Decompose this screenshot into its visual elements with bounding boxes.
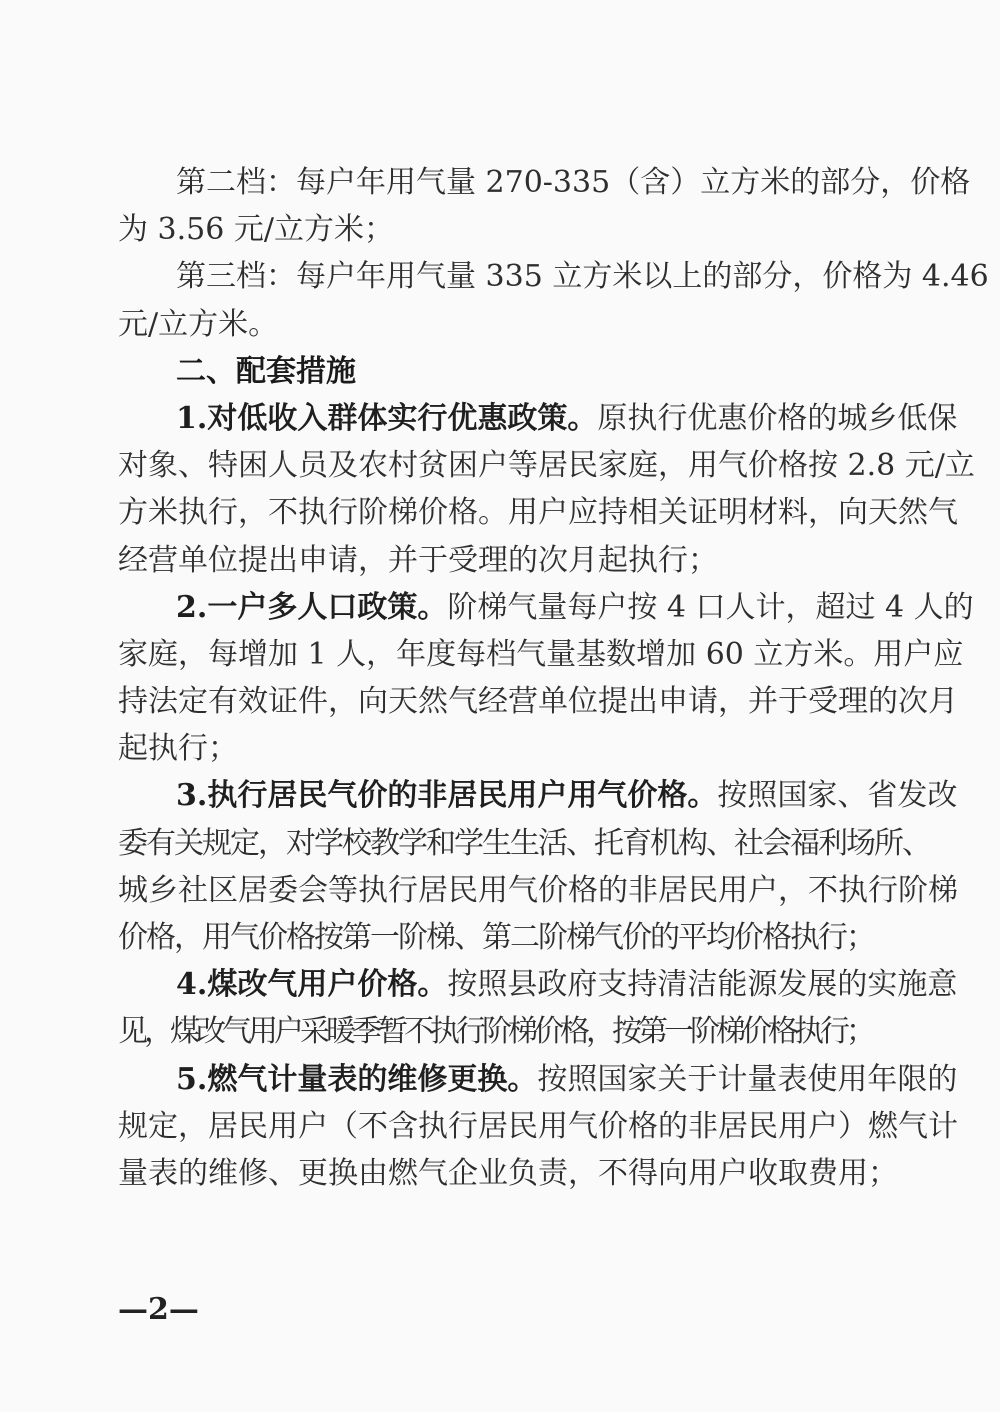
item2-line xyxy=(118,584,974,631)
section-heading: 二、配套措施 xyxy=(176,353,356,389)
item1-text: 原执行优惠价格的城乡低保 xyxy=(597,400,958,436)
document-body xyxy=(118,159,989,1197)
item3-line: 价格，用气价格按第一阶梯、第二阶梯气价的平均价格执行； xyxy=(118,920,874,955)
item4-text: 按照县政府支持清洁能源发展的实施意 xyxy=(447,967,958,1003)
item3-line: 委有关规定，对学校教学和学生生活、托育机构、社会福利场所、 xyxy=(118,825,930,861)
item3-title: 3.执行居民气价的非居民用户用气价格。 xyxy=(176,778,718,814)
page-number: —2— xyxy=(118,1292,199,1327)
item2-line: 家庭，每增加 1 人，年度每档气量基数增加 60 立方米。用户应 xyxy=(118,636,964,672)
item3-line: 城乡社区居委会等执行居民用气价格的非居民用户，不执行阶梯 xyxy=(118,872,958,908)
item4-line: 见，煤改气用户采暖季暂不执行阶梯价格，按第一阶梯价格执行； xyxy=(118,1014,872,1050)
item5-text: 按照国家关于计量表使用年限的 xyxy=(537,1061,958,1097)
item4-line xyxy=(118,961,958,1008)
item1-line: 经营单位提出申请，并于受理的次月起执行； xyxy=(118,542,718,578)
item1-line xyxy=(118,395,958,442)
tier2-line: 第二档：每户年用气量 270-335（含）立方米的部分，价格 xyxy=(176,165,971,200)
item2-line: 持法定有效证件，向天然气经营单位提出申请，并于受理的次月 xyxy=(118,684,958,720)
tier2-line: 为 3.56 元/立方米； xyxy=(118,212,394,248)
item1-line: 方米执行，不执行阶梯价格。用户应持相关证明材料，向天然气 xyxy=(118,495,958,531)
item1-line: 对象、特困人员及农村贫困户等居民家庭，用气价格按 2.8 元/立 xyxy=(118,448,975,484)
tier3-line: 元/立方米。 xyxy=(118,306,279,342)
tier3-line: 第三档：每户年用气量 335 立方米以上的部分，价格为 4.46 xyxy=(176,259,989,295)
item5-line: 规定，居民用户（不含执行居民用气价格的非居民用户）燃气计 xyxy=(118,1108,958,1144)
item1-title: 1.对低收入群体实行优惠政策。 xyxy=(176,400,598,436)
item4-title: 4.煤改气用户价格。 xyxy=(176,967,448,1003)
item5-title: 5.燃气计量表的维修更换。 xyxy=(176,1061,538,1097)
item2-line: 起执行； xyxy=(118,731,238,767)
item3-text: 按照国家、省发改 xyxy=(717,778,958,814)
item5-line xyxy=(118,1056,958,1103)
item2-title: 2.一户多人口政策。 xyxy=(176,589,448,625)
item3-line xyxy=(118,772,958,819)
item2-text: 阶梯气量每户按 4 口人计，超过 4 人的 xyxy=(447,589,974,625)
item5-line: 量表的维修、更换由燃气企业负责，不得向用户收取费用； xyxy=(118,1155,898,1191)
